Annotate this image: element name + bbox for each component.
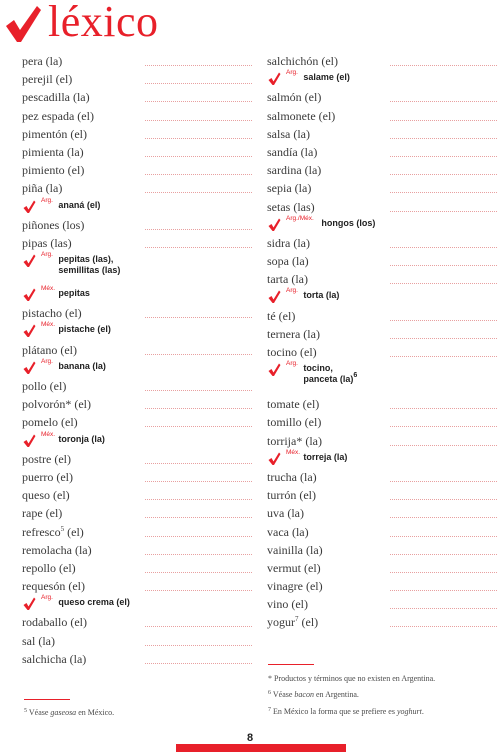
answer-line[interactable] [390,536,497,537]
answer-line[interactable] [145,174,252,175]
word-label: rape (el) [22,506,63,521]
word-entry [267,486,497,504]
word-entry [267,107,497,125]
word-label: torrija* (la) [267,433,322,448]
checkmark-icon [23,361,36,375]
word-label: turrón (el) [267,488,316,503]
word-entry [22,161,252,179]
page-footer-bar [176,744,346,752]
word-entry [22,341,252,359]
variant-word: hongos (los) [321,217,376,228]
word-label: vermut (el) [267,560,321,575]
word-entry [22,632,252,650]
word-label: vino (el) [267,597,308,612]
answer-line[interactable] [390,65,497,66]
word-entry [22,523,252,541]
word-entry [267,395,497,413]
answer-line[interactable] [390,517,497,518]
answer-line[interactable] [390,499,497,500]
region-label: Arg. [41,251,53,259]
answer-line[interactable] [390,626,497,627]
word-label: pez espada (el) [22,108,94,123]
answer-line[interactable] [390,608,497,609]
right-word-column [267,52,497,632]
footnote-7: $^7$ En México la forma que se prefiere es yoghurt. [268,707,424,716]
left-footnote: $^5$ Véase gaseosa en México. [24,708,115,717]
checkmark-icon [268,218,281,232]
answer-line[interactable] [145,590,252,591]
regional-variant-entry [267,70,497,88]
word-label: sal (la) [22,633,55,648]
word-label: salchichón (el) [267,54,338,68]
answer-line[interactable] [145,354,252,355]
word-entry [267,343,497,361]
answer-line[interactable] [390,481,497,482]
word-label: postre (el) [22,451,71,466]
word-entry [267,125,497,143]
answer-line[interactable] [145,83,252,84]
word-label: pollo (el) [22,379,67,393]
checkmark-icon [268,363,281,377]
word-entry [267,541,497,559]
answer-line[interactable] [145,390,252,391]
answer-line[interactable] [390,211,497,212]
word-label: sepia (la) [267,181,312,196]
variant-word: tocino, panceta (la)$^6$ [303,363,358,384]
region-label: Méx. [41,285,56,293]
word-entry [267,270,497,288]
word-entry [22,88,252,106]
word-label: sopa (la) [267,254,309,269]
answer-line[interactable] [390,138,497,139]
answer-line[interactable] [390,101,497,102]
answer-line[interactable] [145,317,252,318]
right-footnote-rule [268,664,314,665]
answer-line[interactable] [145,481,252,482]
word-label: ternera (la) [267,326,320,341]
word-entry [22,179,252,197]
variant-word: toronja (la) [58,433,105,444]
region-label: Arg. [286,360,298,368]
answer-line[interactable] [390,356,497,357]
regional-variant-entry [267,450,497,468]
word-entry [22,125,252,143]
regional-variant-entry [22,322,252,340]
word-entry [267,559,497,577]
word-label: plátano (el) [22,342,77,357]
word-label: queso (el) [22,488,70,503]
word-label: salchicha (la) [22,651,87,666]
answer-line[interactable] [390,283,497,284]
left-word-column [22,52,252,668]
word-entry [267,504,497,522]
checkmark-icon [23,597,36,611]
word-entry [267,143,497,161]
word-label: vainilla (la) [267,542,323,557]
checkmark-icon [268,452,281,466]
word-entry [267,88,497,106]
word-entry [22,504,252,522]
word-entry [267,161,497,179]
variant-word: pistache (el) [58,324,111,335]
word-label: pistacho (el) [22,306,82,321]
word-label: tarta (la) [267,272,308,287]
answer-line[interactable] [145,463,252,464]
word-entry [267,413,497,431]
answer-line[interactable] [145,229,252,230]
region-label: Arg. [286,287,298,295]
answer-line[interactable] [145,138,252,139]
variant-word: pepitas (las), semillitas (las) [58,254,121,275]
word-entry [22,143,252,161]
word-label: salmonete (el) [267,108,336,123]
region-label: Arg. [41,357,53,365]
regional-variant-entry [267,216,497,234]
answer-line[interactable] [390,572,497,573]
word-label: pomelo (el) [22,415,78,430]
checkmark-icon [23,324,36,338]
page-title: léxico [48,0,159,46]
word-label: pimienta (la) [22,144,84,159]
answer-line[interactable] [145,120,252,121]
variant-word: ananá (el) [58,199,101,210]
word-label: pera (la) [22,54,63,68]
page-number: 8 [246,732,254,744]
word-label: vinagre (el) [267,579,323,594]
answer-line[interactable] [390,156,497,157]
answer-line[interactable] [145,663,252,664]
variant-word: queso crema (el) [58,597,130,608]
word-label: sardina (la) [267,163,322,178]
answer-line[interactable] [145,626,252,627]
answer-line[interactable] [145,101,252,102]
word-entry [267,234,497,252]
word-label: yogur$^7$ (el) [267,615,319,630]
word-entry [22,234,252,252]
regional-variant-entry [22,286,252,304]
answer-line[interactable] [390,174,497,175]
answer-line[interactable] [145,65,252,66]
word-label: remolacha (la) [22,542,92,557]
word-label: tomillo (el) [267,415,322,430]
answer-line[interactable] [145,192,252,193]
region-label: Arg. [41,594,53,602]
checkmark-icon [23,254,36,268]
answer-line[interactable] [390,590,497,591]
answer-line[interactable] [390,408,497,409]
checkmark-icon [268,72,281,86]
variant-word: salame (el) [303,72,350,83]
word-entry [22,377,252,395]
word-label: polvorón* (el) [22,397,91,412]
word-label: pimiento (el) [22,163,85,178]
checkmark-icon [268,290,281,304]
variant-word: banana (la) [58,360,106,371]
word-entry [267,577,497,595]
region-label: Méx. [41,430,56,438]
answer-line[interactable] [145,517,252,518]
answer-line[interactable] [390,120,497,121]
region-label: Arg./Méx. [286,214,314,222]
variant-word: pepitas [58,288,90,299]
word-label: salmón (el) [267,90,322,105]
word-entry [22,486,252,504]
word-entry [267,179,497,197]
word-entry [22,52,252,70]
word-entry [22,650,252,668]
regional-variant-entry [22,432,252,450]
word-entry [22,413,252,431]
word-label: piñones (los) [22,217,85,232]
word-entry [267,325,497,343]
answer-line[interactable] [145,247,252,248]
word-entry [267,252,497,270]
checkmark-icon [23,200,36,214]
word-entry [267,432,497,450]
word-entry [267,468,497,486]
word-entry [22,216,252,234]
checkmark-icon [23,288,36,302]
word-entry [22,450,252,468]
word-entry [267,613,497,631]
answer-line[interactable] [145,645,252,646]
word-label: trucha (la) [267,469,317,484]
answer-line[interactable] [390,554,497,555]
word-entry [267,595,497,613]
word-entry [267,523,497,541]
word-label: vaca (la) [267,524,309,539]
word-label: setas (las) [267,199,315,214]
word-label: sandía (la) [267,144,318,159]
word-entry [22,541,252,559]
regional-variant-entry [22,595,252,613]
answer-line[interactable] [390,338,497,339]
answer-line[interactable] [145,499,252,500]
left-footnote-rule [24,699,70,700]
word-entry [22,70,252,88]
word-label: tomate (el) [267,397,320,412]
answer-line[interactable] [390,265,497,266]
word-entry [22,468,252,486]
answer-line[interactable] [390,320,497,321]
answer-line[interactable] [145,408,252,409]
variant-word: torta (la) [303,290,340,301]
red-checkmark-icon [4,4,42,44]
word-label: té (el) [267,308,296,323]
regional-variant-entry [22,359,252,377]
regional-variant-entry [22,252,252,286]
word-entry [22,395,252,413]
word-label: refresco$^5$ (el) [22,524,84,539]
regional-variant-entry [22,198,252,216]
word-label: uva (la) [267,506,304,521]
region-label: Arg. [41,196,53,204]
region-label: Arg. [286,69,298,77]
word-entry [22,559,252,577]
word-entry [267,307,497,325]
word-label: sidra (la) [267,235,310,250]
word-label: salsa (la) [267,126,310,141]
answer-line[interactable] [390,426,497,427]
regional-variant-entry [267,288,497,306]
word-label: rodaballo (el) [22,615,87,630]
variant-word: torreja (la) [303,451,348,462]
word-label: pipas (las) [22,235,72,250]
answer-line[interactable] [145,426,252,427]
word-label: pescadilla (la) [22,90,90,105]
footnote-6: $^6$ Véase bacon en Argentina. [268,690,359,699]
word-label: puerro (el) [22,469,73,484]
word-entry [22,304,252,322]
answer-line[interactable] [145,536,252,537]
word-label: requesón (el) [22,579,85,594]
answer-line[interactable] [145,554,252,555]
region-label: Méx. [41,321,56,329]
footnote-asterisk: * Productos y términos que no existen en Argentina. [268,674,436,683]
word-entry [22,577,252,595]
region-label: Méx. [286,448,301,456]
answer-line[interactable] [390,445,497,446]
answer-line[interactable] [390,192,497,193]
word-label: perejil (el) [22,72,73,87]
word-entry [22,613,252,631]
word-entry [267,52,497,70]
word-label: repollo (el) [22,560,76,575]
answer-line[interactable] [390,247,497,248]
answer-line[interactable] [145,572,252,573]
word-label: tocino (el) [267,345,317,359]
checkmark-icon [23,434,36,448]
word-entry [22,107,252,125]
regional-variant-entry [267,361,497,395]
word-label: pimentón (el) [22,126,87,141]
word-label: piña (la) [22,181,63,196]
answer-line[interactable] [145,156,252,157]
